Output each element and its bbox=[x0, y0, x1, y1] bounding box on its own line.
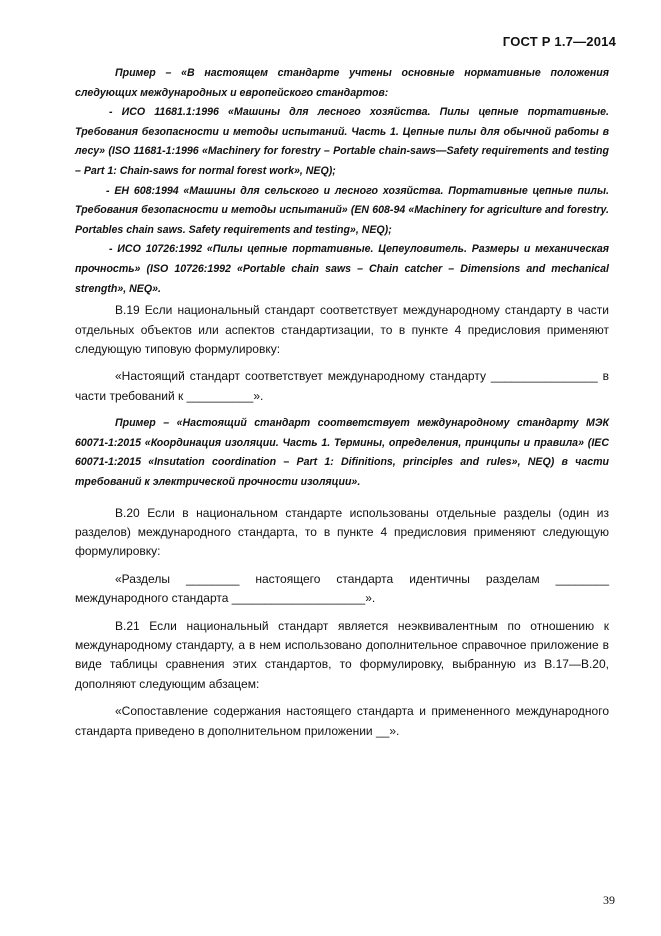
clause-b19: В.19 Если национальный стандарт соответствует международному стандарту в части отдельных объектов или аспектов стандартизации, то в пункте 4 предисловия применяют следующую типовую формулировку: bbox=[75, 303, 609, 356]
document-body bbox=[75, 64, 609, 741]
clause-b21-formula: «Сопоставление содержания настоящего стандарта и примененного международного стандарта приведено в дополнительном приложении __». bbox=[75, 704, 609, 738]
example-1-item-en-608: - EH 608:1994 «Машины для сельского и лесного хозяйства. Портативные цепные пилы. Требования безопасности и методы испытаний» (EN 608-94 «Machinery for agriculture and forestry. Portables chain saws. Safety requirements and testing», NEQ); bbox=[75, 184, 609, 236]
clause-b20: В.20 Если в национальном стандарте использованы отдельные разделы (один из разделов) международного стандарта, то в пункте 4 предисловия применяют следующую формулировку: bbox=[75, 505, 609, 559]
document-header-title: ГОСТ Р 1.7—2014 bbox=[502, 34, 616, 49]
example-2: Пример – «Настоящий стандарт соответствует международному стандарту МЭК 60071-1:2015 «Координация изоляции. Часть 1. Термины, определения, принципы и правила» (IEC 60071-1:2015 «Insutation coordination – Part 1: Difinitions, principles and rules», NEQ) в части требований к электрической прочности изоляции». bbox=[75, 417, 609, 488]
clause-b20-formula: «Разделы ________ настоящего стандарта идентичны разделам ________ международного стандарта ____________________». bbox=[75, 571, 609, 606]
page-number: 39 bbox=[603, 893, 615, 907]
clause-b19-formula: «Настоящий стандарт соответствует международному стандарту ________________ в части требований к __________». bbox=[75, 369, 609, 403]
example-1-item-iso-10726: - ИСО 10726:1992 «Пилы цепные портативные. Цепеуловитель. Размеры и механическая прочность» (ISO 10726:1992 «Portable chain saws – Chain catcher – Dimensions and mechanical strength», NEQ». bbox=[75, 243, 609, 295]
clause-b21: В.21 Если национальный стандарт является неэквивалентным по отношению к международному стандарту, а в нем использовано дополнительное справочное приложение в виде таблицы сравнения этих стандартов, то формулировку, выбранную из В.17—В.20, дополняют следующим абзацем: bbox=[75, 618, 609, 691]
example-1-intro: Пример – «В настоящем стандарте учтены основные нормативные положения следующих международных и европейского стандартов: bbox=[75, 67, 609, 99]
example-1-item-iso-11681: - ИСО 11681.1:1996 «Машины для лесного хозяйства. Пилы цепные портативные. Требования безопасности и методы испытаний. Часть 1. Цепные пилы для обычной работы в лесу» (ISO 11681-1:1996 «Machinery for forestry – Portable chain-saws—Safety requirements and testing – Part 1: Chain-saws for normal forest work», NEQ); bbox=[75, 106, 609, 177]
